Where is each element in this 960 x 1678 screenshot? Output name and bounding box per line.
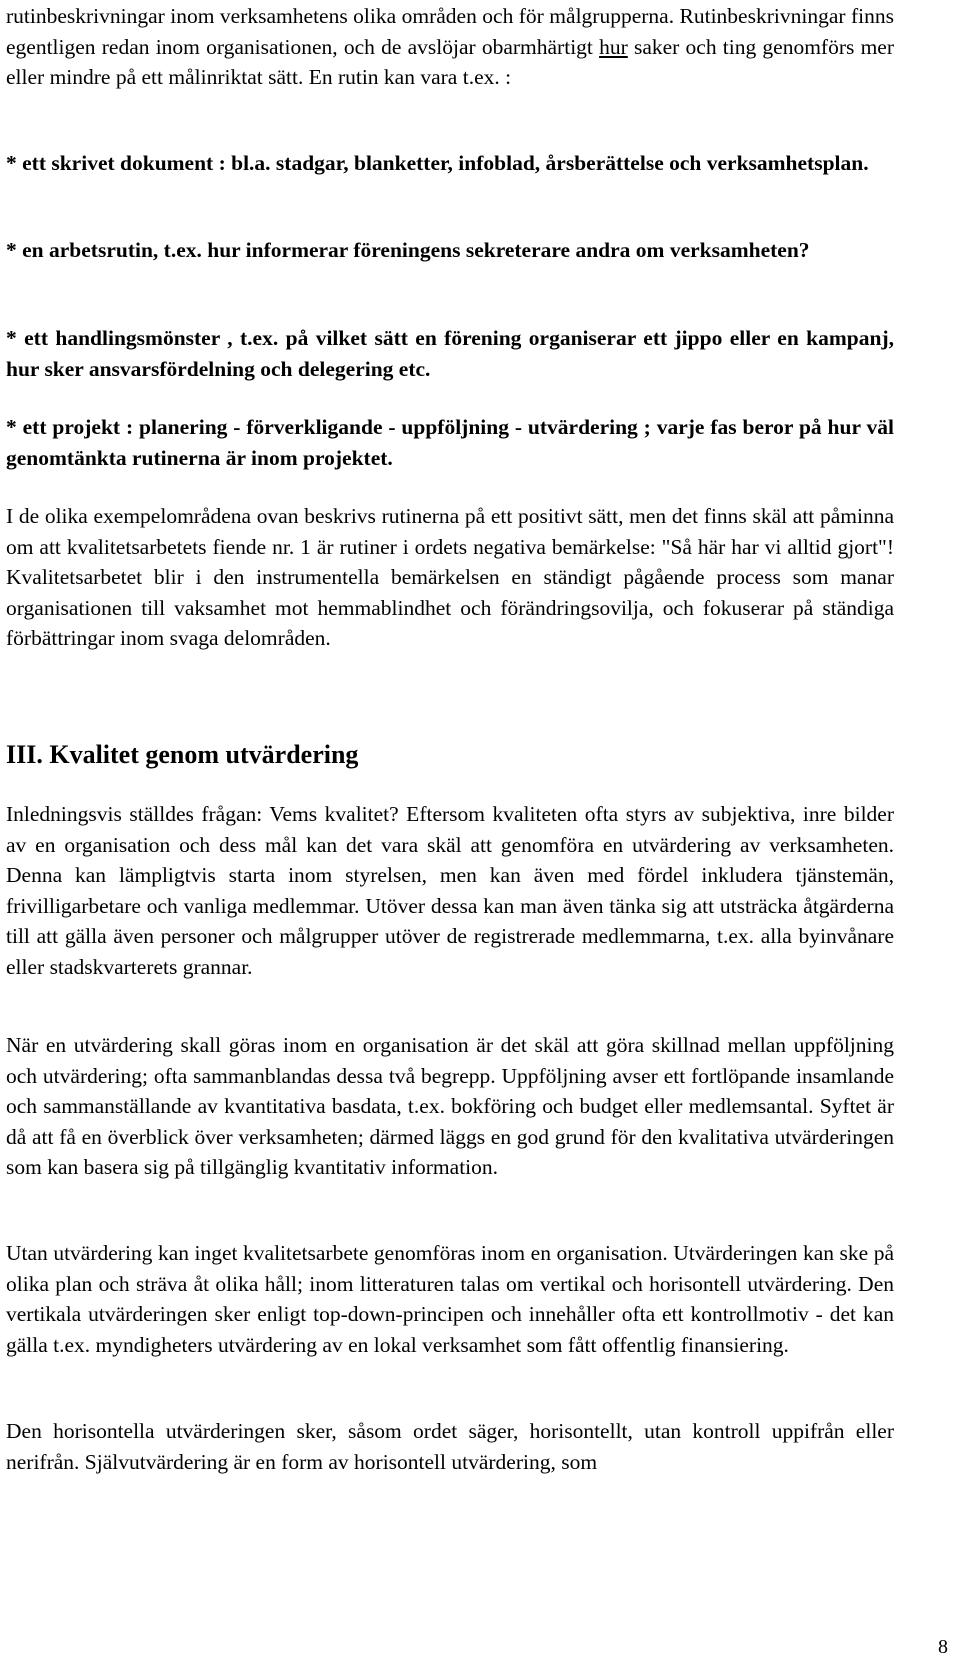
paragraph-vertical-horizontal: Utan utvärdering kan inget kvalitetsarbete genomföras inom en organisation. Utvärderingen kan ske på olika plan och sträva åt olika håll; inom litteraturen talas om vertikal och horisontell utvärdering. Den vertikala utvärderingen sker enligt top-down-principen och innehåller ofta ett kontrollmotiv - det kan gälla t.ex. myndigheters utvärdering av en lokal verksamhet som fått offentlig finansiering. [6, 1241, 894, 1357]
intro-text-start: rutinbeskrivningar inom verksamhetens olika områden och för målgrupperna. Rutinbeskrivningar finns egentligen redan inom organisationen, och de avslöjar obarmhärtigt [6, 4, 894, 59]
bullet-work-routine: * en arbetsrutin, t.ex. hur informerar föreningens sekreterare andra om verksamheten? [6, 238, 810, 262]
bullet-behavior-pattern: * ett handlingsmönster , t.ex. på vilket sätt en förening organiserar ett jippo eller en kampanj, hur sker ansvarsfördelning och delegering etc. [6, 326, 894, 381]
paragraph-horizontal: Den horisontella utvärderingen sker, såsom ordet säger, horisontellt, utan kontroll uppifrån eller nerifrån. Självutvärdering är en form av horisontell utvärdering, som [6, 1419, 894, 1474]
bullet-written-document: * ett skrivet dokument : bl.a. stadgar, blanketter, infoblad, årsberättelse och verksamhetsplan. [6, 151, 869, 175]
underlined-word: hur [599, 34, 628, 59]
intro-paragraph [6, 1, 894, 93]
section-heading: III. Kvalitet genom utvärdering [6, 740, 359, 769]
bullet-project: * ett projekt : planering - förverkligande - uppföljning - utvärdering ; varje fas beror på hur väl genomtänkta rutinerna är inom projektet. [6, 415, 894, 470]
quality-paragraph: I de olika exempelområdena ovan beskrivs rutinerna på ett positivt sätt, men det finns skäl att påminna om att kvalitetsarbetets fiende nr. 1 är rutiner i ordets negativa bemärkelse: "Så här har vi alltid gjort"! Kvalitetsarbetet blir i den instrumentella bemärkelsen en ständigt pågående process som manar organisationen till vaksamhet mot hemmablindhet och förändringsovilja, och fokuserar på ständiga förbättringar inom svaga delområden. [6, 504, 894, 651]
intro-text-end: saker och ting genomförs mer eller mindre på ett målinriktat sätt. En rutin kan vara t.ex. : [6, 34, 894, 90]
paragraph-follow-up: När en utvärdering skall göras inom en organisation är det skäl att göra skillnad mellan uppföljning och utvärdering; ofta sammanblandas dessa två begrepp. Uppföljning avser ett fortlöpande insamlande och sammanställande av kvantitativa basdata, t.ex. bokföring och budget eller medlemsantal. Syftet är då att få en överblick över verksamheten; därmed läggs en god grund för den kvalitativa utvärderingen som kan basera sig på tillgänglig kvantitativ information. [6, 1033, 894, 1180]
paragraph-evaluation-intro: Inledningsvis ställdes frågan: Vems kvalitet? Eftersom kvaliteten ofta styrs av subjektiva, inre bilder av en organisation och dess mål kan det vara skäl att genomföra en utvärdering av verksamheten. Denna kan lämpligtvis starta inom styrelsen, men kan även med fördel inkludera tjänstemän, frivilligarbetare och vanliga medlemmar. Utöver dessa kan man även tänka sig att utsträcka åtgärderna till att gälla även personer och målgrupper utöver de registrerade medlemmarna, t.ex. alla byinvånare eller stadskvarterets grannar. [6, 802, 894, 979]
page-number: 8 [938, 1636, 948, 1658]
